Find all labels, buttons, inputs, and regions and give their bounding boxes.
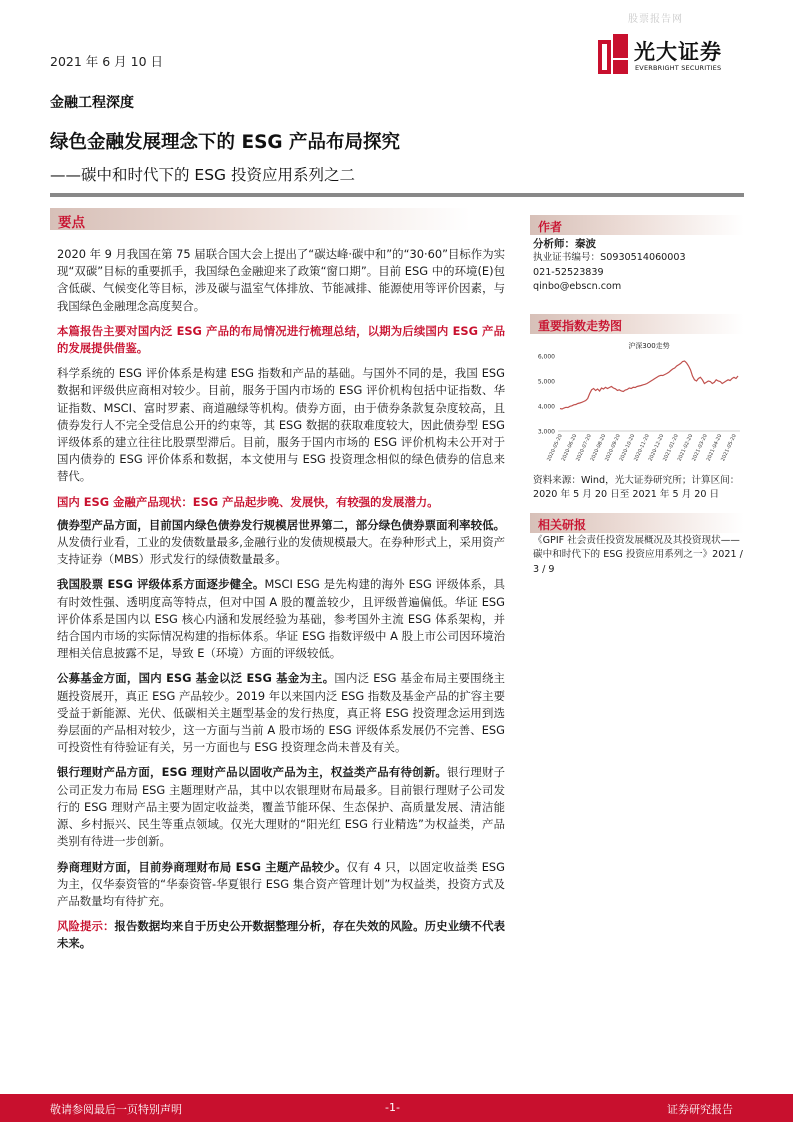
- page-footer: [0, 1094, 793, 1122]
- x-tick-label: 2020-05-20: [546, 433, 564, 463]
- paragraph-broker-wealth: [57, 859, 505, 911]
- keypoints-header: [50, 208, 470, 230]
- bonds-text: 从发债行业看，工业的发债数量最多,金融行业的发债规模最大。在券种形式上，采用资产支持证券（MBS）形式发行的绿债数量最多。: [57, 535, 505, 567]
- chart-header-label: 重要指数走势图: [538, 319, 623, 333]
- index-trend-chart: [530, 336, 745, 474]
- y-tick-label: 4,000: [537, 403, 555, 411]
- x-tick-label: 2020-08-20: [589, 433, 608, 463]
- paragraph-public-funds: [57, 670, 505, 756]
- report-category: 金融工程深度: [50, 95, 134, 111]
- broker-text: 仅有 4 只，以固定收益类 ESG 为主，仅华泰资管的“华泰资管-华夏银行 ESG 集合资产管理计划”为权益类，投资方式及产品数量均有待扩充。: [57, 859, 505, 908]
- bank-text: 银行理财子公司正发力布局 ESG 主题理财产品，其中以农银理财布局最多。目前银行理财子公司发行的 ESG 理财产品主要为固定收益类，覆盖节能环保、生态保护、高质量发展、清洁能源、乡村振兴、民生等重点领域。仅光大理财的“阳光红 ESG 行业精选”为权益类，产品类别有待进一步创新。: [57, 765, 505, 849]
- x-tick-label: 2021-01-20: [662, 433, 680, 463]
- analyst-email[interactable]: qinbo@ebscn.com: [533, 281, 622, 293]
- equity-lead: 我国股票 ESG 评级体系方面逐步健全。: [57, 577, 265, 592]
- funds-lead: 公募基金方面，国内 ESG 基金以泛 ESG 基金为主。: [57, 671, 335, 686]
- x-tick-label: 2020-10-20: [618, 433, 637, 463]
- logo-text-en: EVERBRIGHT SECURITIES: [635, 64, 722, 72]
- watermark: 股票报告网: [628, 14, 683, 25]
- header-divider: [50, 193, 744, 197]
- logo-mark-icon: [598, 34, 628, 74]
- x-tick-label: 2021-05-20: [720, 433, 738, 463]
- x-tick-label: 2020-06-20: [560, 433, 579, 463]
- footer-report-type: 证券研究报告: [667, 1103, 733, 1116]
- related-report[interactable]: 《GPIF 社会责任投资发展概况及其投资现状——碳中和时代下的 ESG 投资应用系列之一》2021 / 3 / 9: [533, 535, 743, 575]
- paragraph-status-summary: 国内 ESG 金融产品现状：ESG 产品起步晚、发展快，有较强的发展潜力。: [57, 494, 439, 509]
- y-tick-label: 5,000: [537, 378, 555, 386]
- page-number: -1-: [385, 1101, 400, 1114]
- paragraph-evaluation-system: 科学系统的 ESG 评价体系是构建 ESG 指数和产品的基础。与国外不同的是，我国 ESG 数据和评级供应商相对较少。目前，服务于国内市场的 ESG 评价机构包括中证指数、华证指数、MSCI、富时罗素、商道融绿等机构。债券方面，由于债券条款复杂度较高，且债券发行人不完全受信息公开的约束等，其 ESG 数据的获取难度较大，因此债券型 ESG 评级体系的建立往往比股票型滞后。目前，服务于国内市场的 ESG 评价机构未公开对于国内债券的 ESG 评价体系和数据，本文使用与 ESG 投资理念相似的绿色债券的信息来替代。: [57, 366, 505, 484]
- bonds-lead: 债券型产品方面，目前国内绿色债券发行规模居世界第二，部分绿色债券票面利率较低。: [57, 517, 505, 532]
- author-label: 作者: [538, 220, 563, 234]
- analyst-name: 分析师：秦波: [533, 238, 596, 250]
- chart-title: 沪深300走势: [628, 342, 670, 350]
- chart-source-note: 资料来源：Wind，光大证券研究所；计算区间：2020 年 5 月 20 日至 2021 年 5 月 20 日: [533, 475, 740, 501]
- paragraph-bank-wealth: [57, 764, 505, 850]
- x-tick-label: 2021-03-20: [691, 433, 709, 463]
- series-line-hs300: [560, 361, 738, 409]
- page-subtitle: ——碳中和时代下的 ESG 投资应用系列之二: [50, 166, 355, 184]
- chart-header: [530, 314, 744, 334]
- paragraph-risk: [57, 918, 505, 952]
- y-tick-label: 3,000: [537, 428, 555, 436]
- license-number: 执业证书编号：S0930514060003: [533, 252, 686, 264]
- keypoints-label: 要点: [58, 215, 85, 231]
- author-header: [530, 215, 744, 235]
- analyst-phone: 021-52523839: [533, 266, 604, 278]
- footer-disclaimer: 敬请参阅最后一页特别声明: [50, 1103, 182, 1116]
- x-tick-label: 2020-07-20: [575, 433, 593, 463]
- x-tick-label: 2021-04-20: [705, 433, 724, 463]
- x-tick-label: 2020-09-20: [604, 433, 622, 463]
- risk-label: 风险提示：: [57, 919, 115, 934]
- page-title: 绿色金融发展理念下的 ESG 产品布局探究: [50, 132, 401, 153]
- broker-lead: 券商理财方面，目前券商理财布局 ESG 主题产品较少。: [57, 859, 347, 874]
- paragraph-purpose: 本篇报告主要对国内泛 ESG 产品的布局情况进行梳理总结，以期为后续国内 ESG 产品的发展提供借鉴。: [57, 323, 505, 356]
- x-tick-label: 2020-12-20: [647, 433, 666, 463]
- report-date: 2021 年 6 月 10 日: [50, 54, 164, 69]
- related-header: [530, 513, 744, 533]
- x-tick-label: 2020-11-20: [633, 433, 651, 463]
- paragraph-background: 2020 年 9 月我国在第 75 届联合国大会上提出了“碳达峰·碳中和”的“30·60”目标作为实现“双碳”目标的重要抓手，我国绿色金融迎来了政策“窗口期”。目前 ESG 中的环境(E)包含低碳、气候变化等目标，涉及碳与温室气体排放、节能减排、能源使用等评价因素，与我国绿色金融理念高度契合。: [57, 247, 505, 313]
- main-body: [57, 246, 505, 953]
- x-tick-label: 2021-02-20: [676, 433, 695, 463]
- author-info: [533, 237, 745, 295]
- logo-text-cn: 光大证券: [634, 40, 722, 64]
- funds-text: 国内泛 ESG 基金布局主要围绕主题投资展开，真正 ESG 产品较少。2019 年以来国内泛 ESG 指数及基金产品的扩容主要受益于新能源、光伏、低碳相关主题型基金的发行热度，真正将 ESG 投资理念运用到选券层面的产品相对较少，这一方面与当前 A 股市场的 ESG 评级体系发展仍不完善、ESG 可投资性有待验证有关，另一方面也与 ESG 投资理念尚未普及有关。: [57, 671, 505, 755]
- paragraph-bonds: [57, 517, 505, 569]
- company-logo: [598, 34, 748, 78]
- bank-lead: 银行理财产品方面，ESG 理财产品以固收产品为主，权益类产品有待创新。: [57, 765, 448, 780]
- risk-text: 报告数据均来自于历史公开数据整理分析，存在失效的风险。历史业绩不代表未来。: [57, 919, 505, 951]
- paragraph-equity-rating: [57, 576, 505, 662]
- y-tick-label: 6,000: [537, 353, 555, 361]
- equity-text: MSCI ESG 是先构建的海外 ESG 评级体系，具有时效性强、透明度高等特点，但对中国 A 股的覆盖较少，且评级普遍偏低。华证 ESG 评价体系是国内以 ESG 核心内涵和发展经验为基础，参考国外主流 ESG 体系架构，并结合国内市场的实际情况构建的指标体系。华证 ESG 指数评级中 A 股上市公司因环境治理相关信息披露不足，导致 E（环境）方面的评级较低。: [57, 577, 505, 661]
- related-label: 相关研报: [538, 518, 587, 532]
